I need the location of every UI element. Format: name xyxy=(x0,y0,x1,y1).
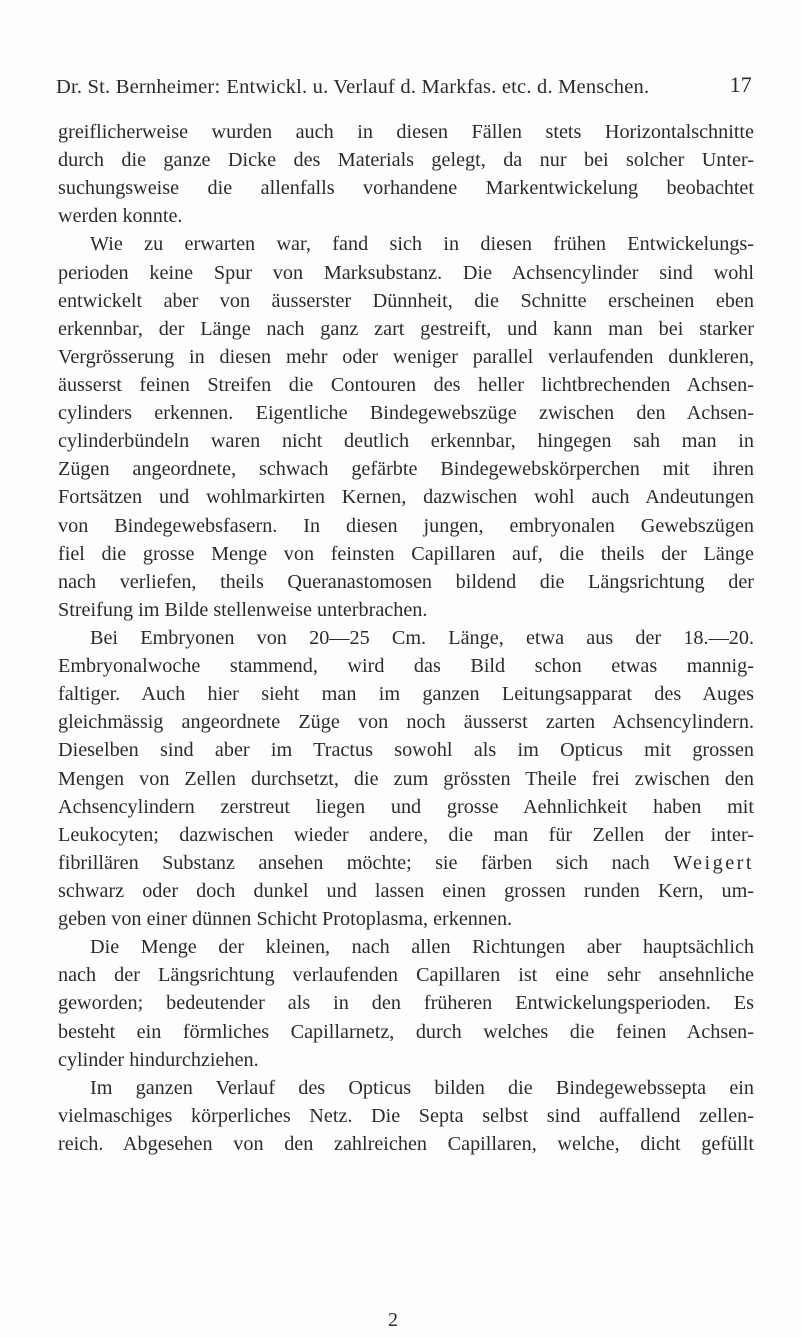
spaced-name: Weigert xyxy=(673,851,754,874)
text-line: fiel die grosse Menge von feinsten Capillaren auf, die theils der Länge xyxy=(58,542,754,565)
text-line: cylinders erkennen. Eigentliche Bindegewebszüge zwischen den Achsen- xyxy=(58,402,754,425)
running-head-author: Dr. St. Bernheimer: xyxy=(56,76,221,98)
signature-mark: 2 xyxy=(388,1309,398,1331)
text-line: cylinder hindurchziehen. xyxy=(58,1048,259,1071)
running-head-title: Entwickl. u. Verlauf d. Markfas. etc. d. Menschen. xyxy=(226,76,650,98)
text-line: gleichmässig angeordnete Züge von noch äusserst zarten Achsencylindern. xyxy=(58,711,754,734)
text-line-part: fibrillären Substanz ansehen möchte; sie färben sich nach xyxy=(58,851,650,874)
page-number: 17 xyxy=(729,72,752,97)
text-line: Die Menge der kleinen, nach allen Richtungen aber hauptsächlich xyxy=(90,936,754,959)
text-line: geworden; bedeutender als in den früheren Entwickelungsperioden. Es xyxy=(58,992,754,1015)
text-line: greiflicherweise wurden auch in diesen Fällen stets Horizontalschnitte xyxy=(58,121,754,143)
text-line: werden konnte. xyxy=(58,205,183,228)
body-text xyxy=(58,118,754,1158)
text-line: Wie zu erwarten war, fand sich in diesen frühen Entwickelungs- xyxy=(90,233,754,256)
text-line: Streifung im Bilde stellenweise unterbrachen. xyxy=(58,598,428,621)
text-line: Leukocyten; dazwischen wieder andere, die man für Zellen der inter- xyxy=(58,823,754,846)
text-line: besteht ein förmliches Capillarnetz, durch welches die feinen Achsen- xyxy=(58,1020,754,1043)
text-line: Vergrösserung in diesen mehr oder weniger parallel verlaufenden dunkleren, xyxy=(58,345,754,368)
text-line: faltiger. Auch hier sieht man im ganzen Leitungsapparat des Auges xyxy=(58,683,754,706)
text-line-with-name xyxy=(58,849,754,877)
text-line: cylinderbündeln waren nicht deutlich erkennbar, hingegen sah man in xyxy=(58,430,754,453)
text-line: schwarz oder doch dunkel und lassen einen grossen runden Kern, um- xyxy=(58,879,754,902)
text-line: äusserst feinen Streifen die Contouren des heller lichtbrechenden Achsen- xyxy=(58,373,754,396)
text-line: Mengen von Zellen durchsetzt, die zum grössten Theile frei zwischen den xyxy=(58,767,754,790)
text-line: nach der Längsrichtung verlaufenden Capillaren ist eine sehr ansehnliche xyxy=(58,964,754,987)
text-line: erkennbar, der Länge nach ganz zart gestreift, und kann man bei starker xyxy=(58,317,754,340)
text-line: vielmaschiges körperliches Netz. Die Septa selbst sind auffallend zellen- xyxy=(58,1104,754,1127)
text-line: Im ganzen Verlauf des Opticus bilden die Bindegewebssepta ein xyxy=(90,1076,754,1099)
text-line: geben von einer dünnen Schicht Protoplasma, erkennen. xyxy=(58,908,513,931)
text-line: Achsencylindern zerstreut liegen und grosse Aehnlichkeit haben mit xyxy=(58,795,754,818)
running-head xyxy=(56,72,752,110)
text-line: reich. Abgesehen von den zahlreichen Capillaren, welche, dicht gefüllt xyxy=(58,1132,754,1155)
text-line: perioden keine Spur von Marksubstanz. Die Achsencylinder sind wohl xyxy=(58,261,754,284)
text-line: nach verliefen, theils Queranastomosen bildend die Längsrichtung der xyxy=(58,570,754,593)
text-line: durch die ganze Dicke des Materials gelegt, da nur bei solcher Unter- xyxy=(58,149,754,172)
text-line: Bei Embryonen von 20—25 Cm. Länge, etwa aus der 18.—20. xyxy=(90,626,754,649)
text-line: von Bindegewebsfasern. In diesen jungen, embryonalen Gewebszügen xyxy=(58,514,754,537)
text-line: suchungsweise die allenfalls vorhandene Markentwickelung beobachtet xyxy=(58,177,754,200)
text-line: Dieselben sind aber im Tractus sowohl als im Opticus mit grossen xyxy=(58,739,754,762)
text-line: Zügen angeordnete, schwach gefärbte Bindegewebskörperchen mit ihren xyxy=(58,458,754,481)
text-line: Embryonalwoche stammend, wird das Bild schon etwas mannig- xyxy=(58,655,754,678)
text-line: Fortsätzen und wohlmarkirten Kernen, dazwischen wohl auch Andeutungen xyxy=(58,486,754,509)
text-line: entwickelt aber von äusserster Dünnheit, die Schnitte erscheinen eben xyxy=(58,289,754,312)
